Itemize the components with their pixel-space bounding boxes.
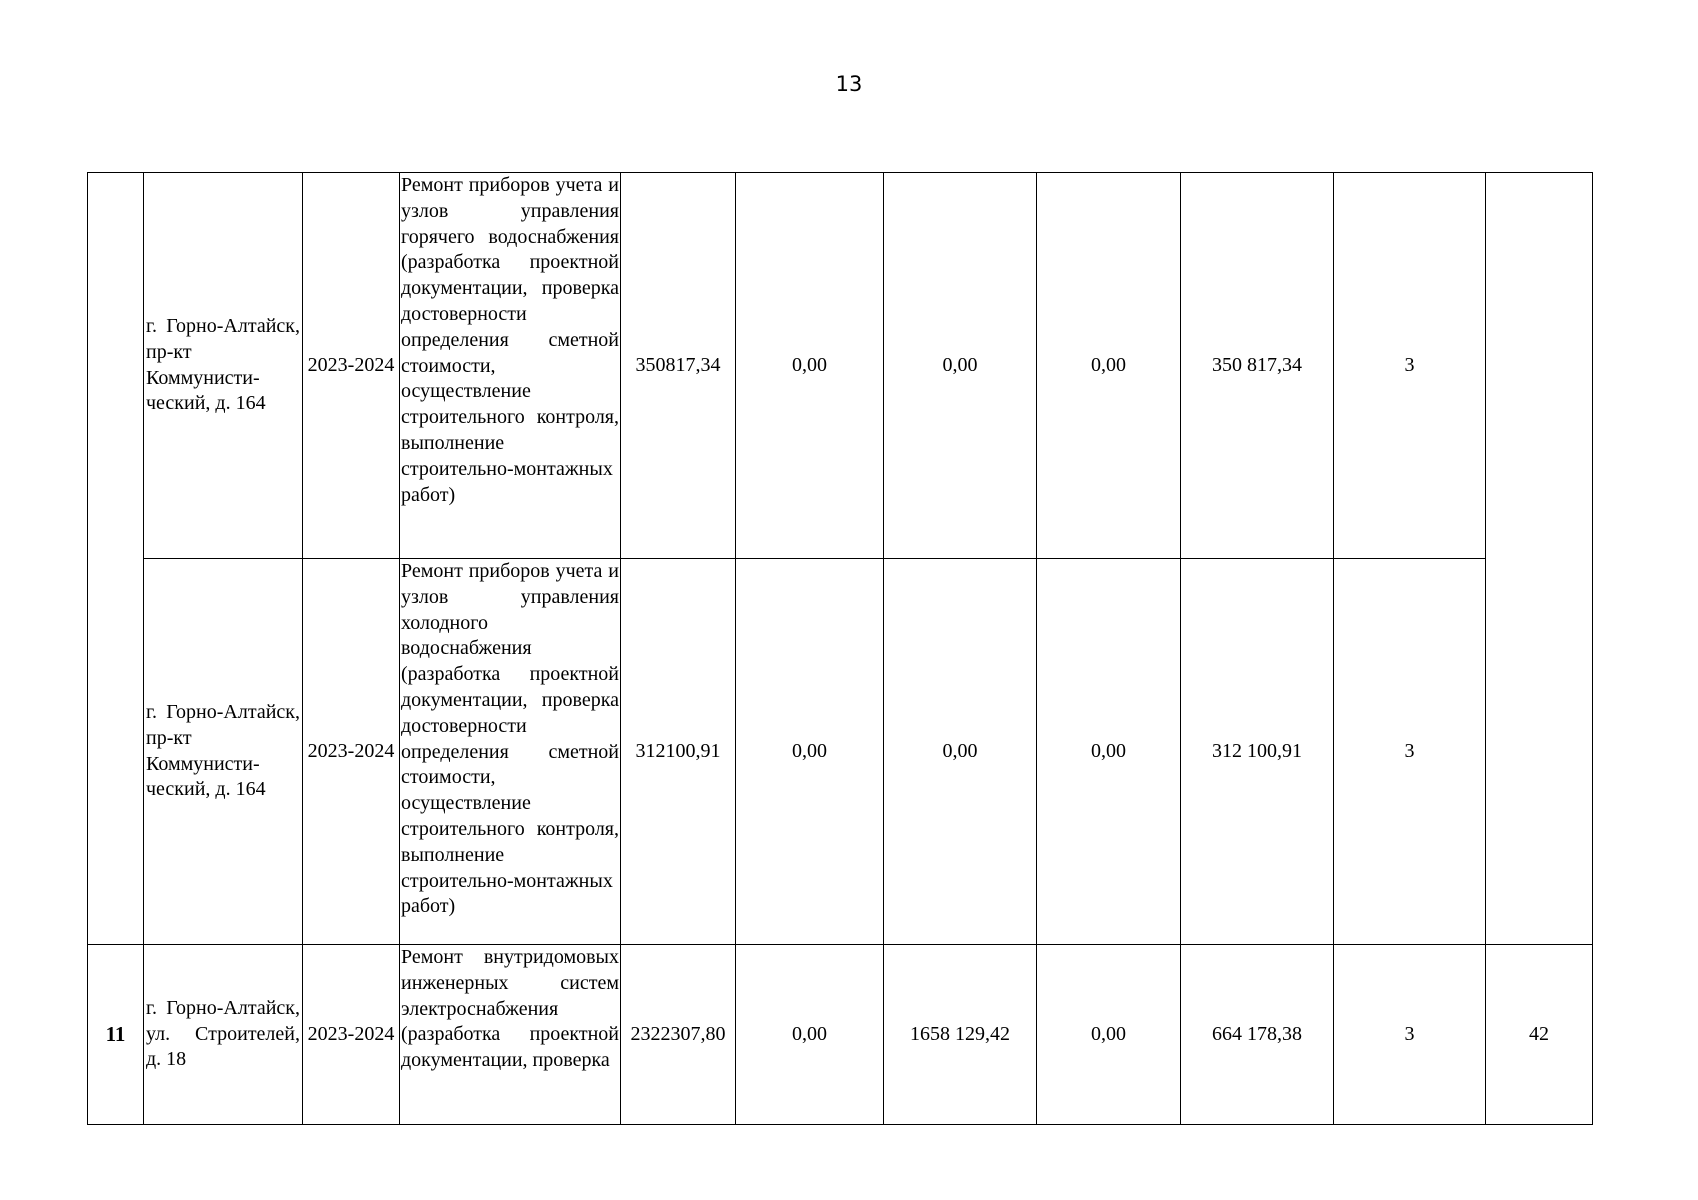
value-cell: 0,00 bbox=[1037, 173, 1181, 559]
value-cell: 664 178,38 bbox=[1181, 945, 1334, 1125]
value-cell: 3 bbox=[1334, 559, 1486, 945]
page-number: 13 bbox=[835, 72, 863, 96]
value-cell: 0,00 bbox=[736, 945, 884, 1125]
address-cell: г. Горно-Алтайск, пр-кт Коммунисти-ческий, д. 164 bbox=[144, 173, 303, 559]
period-cell: 2023-2024 bbox=[303, 945, 400, 1125]
value-cell bbox=[1486, 173, 1593, 945]
value-cell: 42 bbox=[1486, 945, 1593, 1125]
value-cell: 0,00 bbox=[884, 559, 1037, 945]
row-number-cell: 11 bbox=[88, 945, 144, 1125]
table-row bbox=[88, 945, 1593, 1125]
total-cost-cell: 312100,91 bbox=[621, 559, 736, 945]
address-cell: г. Горно-Алтайск, пр-кт Коммунисти-ческий, д. 164 bbox=[144, 559, 303, 945]
value-cell: 0,00 bbox=[884, 173, 1037, 559]
value-cell: 0,00 bbox=[736, 559, 884, 945]
value-cell: 350 817,34 bbox=[1181, 173, 1334, 559]
period-cell: 2023-2024 bbox=[303, 173, 400, 559]
table-row bbox=[88, 173, 1593, 559]
work-description-cell: Ремонт внутридомовых инженерных систем электроснабжения (разработка проектной документации, проверка bbox=[400, 945, 621, 1125]
total-cost-cell: 350817,34 bbox=[621, 173, 736, 559]
row-number-cell bbox=[88, 173, 144, 945]
program-table bbox=[87, 172, 1593, 1125]
period-cell: 2023-2024 bbox=[303, 559, 400, 945]
value-cell: 0,00 bbox=[1037, 559, 1181, 945]
value-cell: 0,00 bbox=[1037, 945, 1181, 1125]
work-description-cell: Ремонт приборов учета и узлов управления холодного водоснабжения (разработка проектной документации, проверка достоверности определения сметной стоимости, осуществление строительного контроля, выполнение строительно-монтажных работ) bbox=[400, 559, 621, 945]
total-cost-cell: 2322307,80 bbox=[621, 945, 736, 1125]
value-cell: 312 100,91 bbox=[1181, 559, 1334, 945]
table-row bbox=[88, 559, 1593, 945]
work-description-cell: Ремонт приборов учета и узлов управления горячего водоснабжения (разработка проектной документации, проверка достоверности определения сметной стоимости, осуществление строительного контроля, выполнение строительно-монтажных работ) bbox=[400, 173, 621, 559]
address-cell: г. Горно-Алтайск, ул. Строителей, д. 18 bbox=[144, 945, 303, 1125]
value-cell: 3 bbox=[1334, 173, 1486, 559]
value-cell: 0,00 bbox=[736, 173, 884, 559]
value-cell: 3 bbox=[1334, 945, 1486, 1125]
value-cell: 1658 129,42 bbox=[884, 945, 1037, 1125]
